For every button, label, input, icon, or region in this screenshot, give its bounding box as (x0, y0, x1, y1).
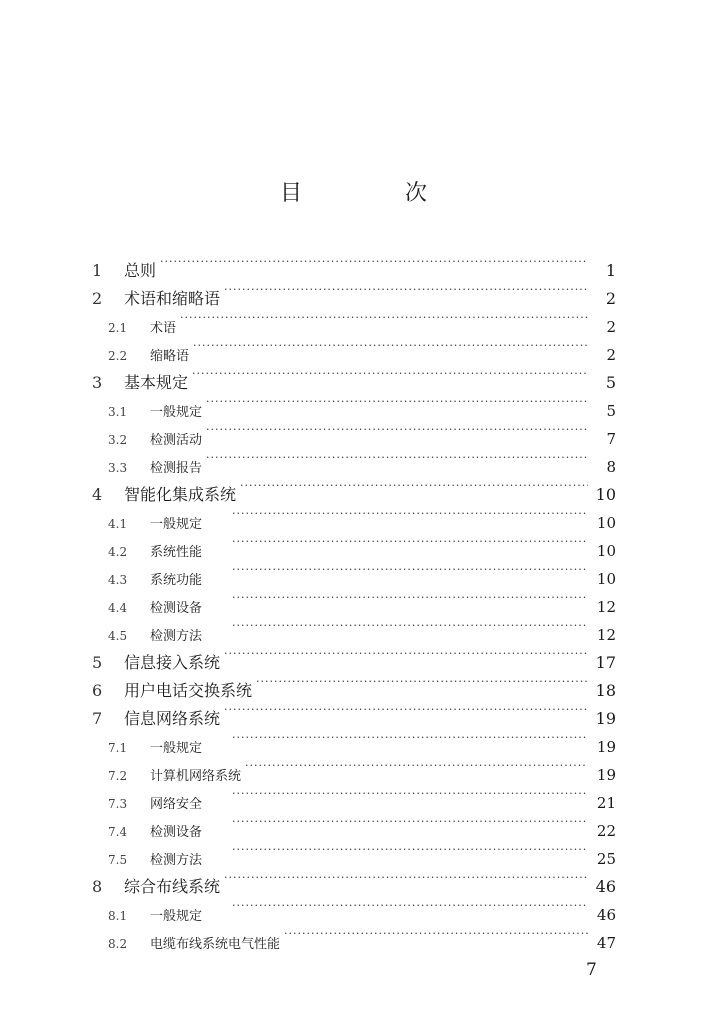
toc-entry-label: 信息网络系统 (124, 709, 221, 728)
toc-leader-dots (206, 444, 588, 472)
toc-entry-number: 3.1 (108, 405, 128, 419)
toc-entry-page: 19 (595, 709, 616, 728)
toc-leader-dots (224, 864, 588, 892)
toc-entry-label: 检测活动 (150, 433, 203, 448)
toc-leader-dots (232, 584, 588, 612)
toc-entry-page: 21 (596, 794, 616, 812)
toc-entry-label: 术语和缩略语 (124, 289, 221, 308)
toc-leader-dots (232, 500, 588, 528)
toc-entry-page: 12 (596, 598, 616, 616)
toc-leader-dots (284, 920, 588, 948)
toc-entry-label: 缩略语 (150, 349, 190, 364)
toc-leader-dots (180, 304, 588, 332)
toc-leader-dots (206, 416, 588, 444)
toc-entry-number: 6 (92, 681, 103, 700)
toc-entry-label: 一般规定 (150, 517, 203, 532)
toc-entry-label: 检测设备 (150, 601, 203, 616)
toc-entry-label: 检测报告 (150, 461, 203, 476)
toc-leader-dots (224, 640, 588, 668)
toc-entry-page: 2 (606, 346, 616, 364)
toc-leader-dots (224, 276, 588, 304)
toc-entry-page: 5 (606, 402, 616, 420)
toc-leader-dots (160, 248, 588, 276)
toc-entry-page: 2 (605, 289, 616, 308)
toc-entry-page: 17 (595, 653, 616, 672)
toc-entry-number: 7.3 (108, 797, 128, 811)
toc-leader-dots (206, 388, 588, 416)
toc-entry-number: 4.1 (108, 517, 128, 531)
toc-entry-page: 18 (595, 681, 616, 700)
toc-list (90, 248, 616, 952)
toc-leader-dots (245, 752, 588, 780)
toc-entry-page: 8 (606, 458, 616, 476)
toc-entry-page: 22 (596, 822, 616, 840)
toc-entry[interactable] (90, 248, 616, 280)
toc-leader-dots (232, 836, 588, 864)
toc-entry-page: 19 (596, 766, 616, 784)
toc-entry-number: 4.5 (108, 629, 128, 643)
toc-entry-label: 计算机网络系统 (150, 769, 242, 784)
toc-leader-dots (232, 612, 588, 640)
toc-entry-label: 用户电话交换系统 (124, 681, 253, 700)
toc-entry-number: 3.3 (108, 461, 128, 475)
toc-entry-label: 一般规定 (150, 405, 203, 420)
toc-leader-dots (232, 724, 588, 752)
toc-entry-number: 8 (92, 877, 103, 896)
toc-entry-number: 1 (92, 261, 103, 280)
toc-entry-label: 基本规定 (124, 373, 189, 392)
toc-entry-number: 7.2 (108, 769, 128, 783)
toc-entry-page: 7 (606, 430, 616, 448)
toc-entry-label: 术语 (150, 321, 177, 336)
toc-entry-number: 4.3 (108, 573, 128, 587)
toc-entry-page: 5 (605, 373, 616, 392)
toc-entry-number: 7 (92, 709, 103, 728)
toc-entry[interactable] (90, 276, 616, 308)
toc-entry-label: 电缆布线系统电气性能 (150, 937, 281, 952)
toc-entry-number: 7.5 (108, 853, 128, 867)
toc-entry-number: 4 (92, 485, 103, 504)
toc-entry-page: 12 (596, 626, 616, 644)
toc-leader-dots (240, 472, 588, 500)
toc-entry-number: 2.2 (108, 349, 128, 363)
toc-entry-label: 综合布线系统 (124, 877, 221, 896)
toc-entry-number: 7.1 (108, 741, 128, 755)
toc-entry-page: 47 (596, 934, 616, 952)
toc-entry-number: 8.2 (108, 937, 128, 951)
toc-entry-label: 一般规定 (150, 909, 203, 924)
toc-entry-page: 1 (605, 261, 616, 280)
toc-entry-number: 5 (92, 653, 103, 672)
toc-entry-number: 2 (92, 289, 103, 308)
toc-entry-number: 4.2 (108, 545, 128, 559)
toc-entry-number: 8.1 (108, 909, 128, 923)
toc-leader-dots (232, 528, 588, 556)
page-number: 7 (586, 960, 597, 980)
toc-entry-number: 3 (92, 373, 103, 392)
toc-entry-page: 10 (596, 514, 616, 532)
toc-leader-dots (232, 892, 588, 920)
toc-entry-label: 检测设备 (150, 825, 203, 840)
toc-entry-page: 46 (595, 877, 616, 896)
toc-leader-dots (224, 696, 588, 724)
toc-leader-dots (232, 780, 588, 808)
toc-leader-dots (232, 556, 588, 584)
toc-entry-page: 25 (596, 850, 616, 868)
toc-entry-number: 7.4 (108, 825, 128, 839)
toc-entry-page: 19 (596, 738, 616, 756)
toc-entry-number: 2.1 (108, 321, 128, 335)
toc-entry-page: 10 (595, 485, 616, 504)
toc-entry-label: 一般规定 (150, 741, 203, 756)
toc-entry-page: 10 (596, 542, 616, 560)
toc-entry-label: 检测方法 (150, 629, 203, 644)
toc-entry-label: 网络安全 (150, 797, 203, 812)
toc-title: 目 次 (280, 181, 475, 206)
toc-entry-page: 46 (596, 906, 616, 924)
toc-leader-dots (193, 332, 588, 360)
toc-entry-label: 总则 (124, 261, 157, 280)
toc-entry-label: 系统性能 (150, 545, 203, 560)
toc-entry-number: 3.2 (108, 433, 128, 447)
toc-entry-label: 智能化集成系统 (124, 485, 237, 504)
toc-entry-label: 系统功能 (150, 573, 203, 588)
toc-entry-label: 检测方法 (150, 853, 203, 868)
toc-entry-label: 信息接入系统 (124, 653, 221, 672)
toc-leader-dots (256, 668, 588, 696)
toc-leader-dots (192, 360, 588, 388)
toc-leader-dots (232, 808, 588, 836)
toc-entry-page: 10 (596, 570, 616, 588)
toc-entry-page: 2 (606, 318, 616, 336)
toc-entry-number: 4.4 (108, 601, 128, 615)
